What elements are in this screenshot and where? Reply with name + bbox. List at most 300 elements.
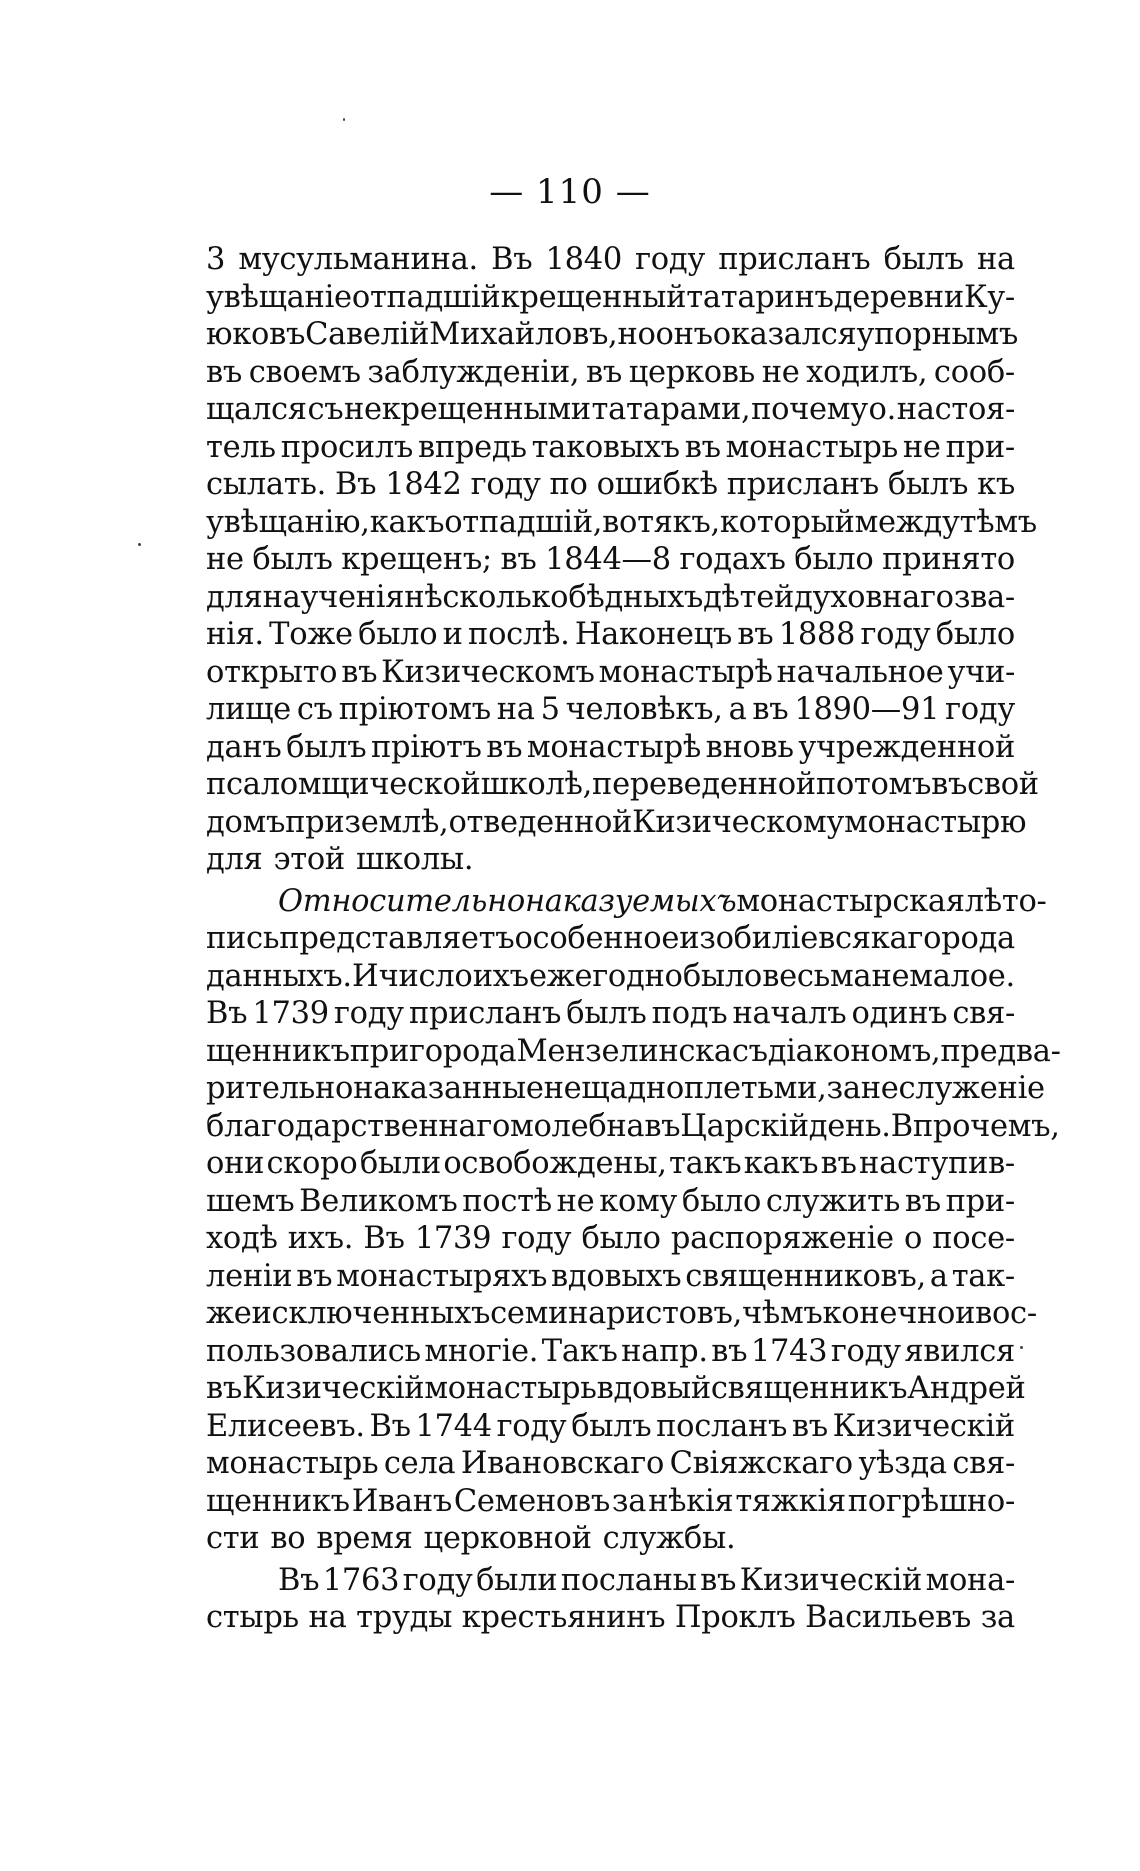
word: Проклъ (674, 1600, 796, 1635)
word: было (681, 1183, 762, 1219)
word: вотякъ, (602, 504, 720, 540)
word: открыто (206, 654, 338, 690)
word: Савелій (305, 317, 430, 352)
word: въ (820, 1146, 857, 1181)
word: некрещенными (344, 392, 591, 427)
word: наказуемыхъ (524, 883, 737, 919)
word: въ (206, 354, 242, 390)
word: ходилъ, (806, 354, 928, 390)
word: за (980, 1600, 1015, 1635)
word: Кизическій (739, 1562, 923, 1598)
word: благодарственнаго (206, 1108, 511, 1144)
word: въ (700, 1562, 737, 1598)
word: татаринъ (686, 279, 834, 315)
text-line (206, 316, 1018, 354)
word: зва- (953, 579, 1015, 615)
word: так- (951, 1258, 1015, 1294)
text-line (206, 1070, 1045, 1108)
word: впредь (417, 429, 527, 465)
word: Иванъ (351, 1483, 452, 1519)
text-line (206, 241, 1015, 279)
word: Въ (278, 1562, 320, 1598)
word: стырь (206, 1600, 299, 1635)
word: году (333, 996, 404, 1031)
word: діакономъ, (767, 1033, 941, 1069)
text-line (206, 654, 1015, 692)
word: данныхъ. (206, 958, 352, 994)
word: потомъ (815, 767, 932, 802)
word: по (549, 467, 588, 502)
word: Наконецъ (574, 617, 733, 652)
word: присланъ (718, 242, 871, 277)
word: Михайловъ, (429, 317, 618, 352)
word: мусульманина. (238, 242, 478, 277)
word: въ (644, 1108, 681, 1144)
word: они (206, 1146, 265, 1181)
word: съ (731, 1033, 768, 1069)
word: былъ (566, 996, 647, 1031)
text-line (206, 279, 1015, 317)
word: на (308, 1600, 347, 1635)
word: но (617, 317, 656, 352)
word: 3 (206, 242, 226, 277)
word: плетьми, (683, 1071, 827, 1106)
word: псаломщической (206, 767, 481, 802)
word: Въ (206, 996, 248, 1031)
word: при- (945, 1183, 1015, 1219)
word: въ (711, 1333, 748, 1369)
word: посе- (932, 1221, 1015, 1256)
word: 1744 (415, 1408, 492, 1444)
word: леніи (206, 1258, 293, 1294)
word: о. (868, 392, 897, 427)
word: шемъ (206, 1183, 295, 1219)
word: монастырѣ (526, 729, 701, 765)
word: сооб- (933, 354, 1015, 390)
word: въ (737, 617, 774, 652)
word: рода (941, 921, 1015, 956)
page-number: — 110 — (489, 172, 651, 212)
word: было (935, 617, 1015, 652)
word: не (556, 1183, 595, 1219)
word: сылать. (206, 467, 326, 502)
text-line (206, 804, 1027, 842)
word: погрѣшно- (847, 1483, 1015, 1519)
word: монастырѣ (598, 654, 773, 690)
text-line (206, 766, 1039, 804)
word: всякаго (818, 921, 942, 956)
word: нѣкія (648, 1483, 734, 1519)
word: а (728, 692, 747, 727)
text-line (206, 1033, 1061, 1071)
word: были (476, 1562, 558, 1598)
text-line (206, 1408, 1015, 1446)
word: и (442, 617, 463, 652)
word: такъ (669, 1146, 742, 1181)
word: Ивановскаго (460, 1446, 665, 1481)
word: тѣмъ (959, 504, 1037, 540)
word: служить (765, 1183, 901, 1219)
word: человѣкъ, (565, 692, 723, 727)
word: году (501, 1221, 572, 1256)
word: въ (684, 429, 721, 465)
word: увѣщаніе (206, 279, 352, 315)
word: Кизическомъ (381, 654, 595, 690)
word: былъ (571, 1408, 652, 1444)
word: году (830, 1333, 901, 1369)
text-line (206, 920, 1015, 958)
word: Ку- (963, 279, 1015, 315)
word: увѣщанію, (206, 504, 370, 540)
word: наученія (262, 579, 405, 615)
word: И (352, 958, 379, 994)
word: пригорода (349, 1033, 517, 1069)
word: монастыряхъ (336, 1258, 548, 1294)
word: 1888 (778, 617, 856, 652)
word: своемъ (248, 354, 361, 390)
word: предва- (940, 1033, 1061, 1069)
word: священниковъ, (685, 1258, 926, 1294)
word: почему (751, 392, 868, 427)
word: въ (206, 1371, 242, 1406)
word: послѣ. (468, 617, 570, 652)
text-line (206, 958, 1015, 996)
word: скоро (266, 1146, 358, 1181)
scan-speck (343, 118, 345, 121)
word: году (945, 692, 1015, 727)
word: посланъ (656, 1408, 788, 1444)
text-line (206, 1220, 1015, 1258)
word: посланы (560, 1562, 697, 1598)
word: наступив- (859, 1146, 1015, 1181)
word: какъ (369, 504, 445, 540)
word: былъ (883, 242, 964, 277)
word: конечно (822, 1296, 956, 1331)
word: сти (206, 1521, 260, 1556)
word: вос- (975, 1296, 1037, 1331)
word: Кизическій (241, 1371, 425, 1406)
word: принято (882, 542, 1015, 577)
word: крещенный (500, 279, 687, 315)
word: же (206, 1296, 252, 1331)
word: ихъ. (287, 1221, 354, 1256)
word: Елисеевъ. (206, 1408, 365, 1444)
word: монастырь (424, 1371, 597, 1406)
text-line (206, 1295, 1037, 1333)
word: отведенной (448, 804, 633, 840)
word: щался (206, 392, 307, 427)
word: присланъ (408, 996, 562, 1031)
word: пріютъ (371, 729, 482, 765)
word: монастырю (844, 804, 1027, 840)
word: Семеновъ (453, 1483, 610, 1519)
word: ихъ (472, 958, 529, 994)
word: службы. (602, 1521, 736, 1556)
word: и (955, 1296, 976, 1331)
word: лѣто- (964, 883, 1047, 919)
word: пользовались (206, 1333, 421, 1369)
word: на (496, 692, 535, 727)
word: Такъ (541, 1333, 618, 1369)
word: Царскій (680, 1108, 809, 1144)
word: былъ (887, 467, 969, 502)
word: крещенъ; (341, 542, 492, 577)
word: въ (791, 1408, 828, 1444)
word: дѣтей (703, 579, 795, 615)
word: щенникъ (206, 1033, 350, 1069)
text-line (206, 466, 1015, 504)
text-line (206, 883, 1047, 921)
text-line (206, 729, 1015, 767)
word: неслуженіе (860, 1071, 1045, 1106)
word: монастырская (736, 883, 965, 919)
word: Андрей (907, 1371, 1026, 1406)
word: 1844—8 (545, 542, 671, 577)
word: этой (273, 842, 345, 877)
word: Впрочемъ, (890, 1108, 1060, 1144)
word: при- (945, 429, 1015, 465)
word: нѣсколько (404, 579, 569, 615)
word: годахъ (679, 542, 786, 577)
text-line (206, 841, 1015, 879)
word: о (904, 1221, 923, 1256)
word: при (285, 804, 345, 840)
word: 1739 (414, 1221, 492, 1256)
word: для (206, 579, 263, 615)
word: между (854, 504, 960, 540)
text-line (206, 1445, 1015, 1483)
text-line (206, 1599, 1015, 1637)
word: году (496, 1408, 567, 1444)
text-line (206, 429, 1015, 467)
text-line (206, 691, 1015, 729)
word: татарами, (591, 392, 751, 427)
scan-speck (1020, 1346, 1023, 1349)
word: во (270, 1521, 306, 1556)
word: вдовый (596, 1371, 711, 1406)
word: монастырь (725, 429, 898, 465)
word: не (206, 542, 244, 577)
word: постѣ (462, 1183, 552, 1219)
text-line (206, 995, 1015, 1033)
word: были (359, 1146, 441, 1181)
word: 1763 (322, 1562, 400, 1598)
word: юковъ (206, 317, 306, 352)
word: въ (586, 354, 622, 390)
word: свя- (952, 996, 1015, 1031)
word: нещадно (543, 1071, 684, 1106)
word: Васильевъ (805, 1600, 972, 1635)
word: домъ (206, 804, 286, 840)
word: немалое. (871, 958, 1015, 994)
word: было (581, 1221, 661, 1256)
word: изобиліе (679, 921, 819, 956)
word: школѣ, (480, 767, 593, 802)
word: данъ (206, 729, 282, 765)
word: въ (752, 692, 789, 727)
word: лище (206, 692, 291, 727)
word: началъ (732, 996, 847, 1031)
word: къ (977, 467, 1015, 502)
word: пись (206, 921, 280, 956)
word: Кизическому (632, 804, 845, 840)
word: упорнымъ (856, 317, 1018, 352)
word: распоряженіе (670, 1221, 894, 1256)
text-line (206, 1483, 1015, 1521)
word: пріютомъ (338, 692, 491, 727)
body-text (206, 241, 1061, 1637)
word: онъ (655, 317, 713, 352)
word: села (383, 1446, 456, 1481)
word: Великомъ (299, 1183, 458, 1219)
word: Въ (491, 242, 533, 277)
word: семинаристовъ, (490, 1296, 743, 1331)
word: явился (904, 1333, 1015, 1369)
word: напр. (621, 1333, 708, 1369)
word: многіе. (424, 1333, 539, 1369)
word: учрежденной (798, 729, 1015, 765)
word: съ (296, 692, 333, 727)
word: рительно (206, 1071, 354, 1106)
text-line (206, 1562, 1015, 1600)
word: за (611, 1483, 647, 1519)
word: ежегодно (528, 958, 683, 994)
word: нія. (206, 617, 264, 652)
word: 1739 (252, 996, 329, 1031)
word: тель (206, 429, 276, 465)
word: въ (931, 767, 968, 802)
word: представляетъ (279, 921, 515, 956)
word: Кизическій (832, 1408, 1015, 1444)
word: году (635, 242, 705, 277)
word: крестьянинъ (461, 1600, 666, 1635)
text-line (206, 1145, 1015, 1183)
word: 1842 (385, 467, 462, 502)
word: Въ (363, 1221, 405, 1256)
word: труды (356, 1600, 453, 1635)
word: съ (307, 392, 344, 427)
word: бѣдныхъ (568, 579, 703, 615)
word: въ (486, 729, 523, 765)
word: вдовыхъ (551, 1258, 682, 1294)
word: для (206, 842, 263, 877)
text-line (206, 354, 1015, 392)
word: 1743 (750, 1333, 828, 1369)
word: какъ (743, 1146, 819, 1181)
word: тяжкія (735, 1483, 846, 1519)
text-line (206, 1333, 1015, 1371)
word: въ (341, 654, 378, 690)
word: Мензелинска (516, 1033, 732, 1069)
word: было (358, 617, 438, 652)
text-line (206, 1183, 1015, 1221)
word: на (976, 242, 1015, 277)
word: чѣмъ (742, 1296, 823, 1331)
word: заблужденіи, (367, 354, 580, 390)
word: освобождены, (443, 1146, 667, 1181)
word: церковь (628, 354, 755, 390)
word: было (682, 958, 762, 994)
word: году (402, 1562, 473, 1598)
word: землѣ, (344, 804, 449, 840)
text-line (206, 616, 1015, 654)
word: 5 (540, 692, 560, 727)
word: особенное (514, 921, 680, 956)
word: 1890—91 (794, 692, 940, 727)
scan-speck (138, 543, 141, 546)
word: просилъ (280, 429, 413, 465)
word: былъ (286, 729, 367, 765)
word: исключенныхъ (251, 1296, 491, 1331)
word: Въ (369, 1408, 411, 1444)
word: духовнаго (794, 579, 954, 615)
word: свя- (952, 1446, 1015, 1481)
word: священникъ (710, 1371, 908, 1406)
word: молебна (510, 1108, 645, 1144)
word: вновь (705, 729, 794, 765)
text-line (206, 391, 1015, 429)
word: въ (500, 542, 537, 577)
word: который (719, 504, 855, 540)
text-line (206, 504, 1037, 542)
word: время (316, 1521, 413, 1556)
text-line (206, 1258, 1015, 1296)
word: былъ (252, 542, 333, 577)
word: отпадшій, (444, 504, 603, 540)
word: весьма (762, 958, 872, 994)
word: не (761, 354, 800, 390)
word: церковной (423, 1521, 592, 1556)
word: было (794, 542, 874, 577)
word: свой (967, 767, 1039, 802)
word: Относительно (278, 883, 525, 919)
text-line (206, 541, 1015, 579)
word: не (902, 429, 941, 465)
word: деревни (833, 279, 964, 315)
text-line (206, 1108, 1060, 1146)
word: за (826, 1071, 861, 1106)
word: ошибкѣ (596, 467, 718, 502)
text-line (206, 1370, 1026, 1408)
word: начальное (776, 654, 944, 690)
word: одинъ (851, 996, 948, 1031)
word: 1840 (545, 242, 622, 277)
word: Тоже (269, 617, 353, 652)
word: году (860, 617, 931, 652)
word: ходѣ (206, 1221, 278, 1256)
word: Въ (335, 467, 377, 502)
word: учи- (947, 654, 1015, 690)
word: день. (808, 1108, 891, 1144)
word: уѣзда (858, 1446, 947, 1481)
word: въ (296, 1258, 333, 1294)
word: году (470, 467, 541, 502)
word: мона- (925, 1562, 1015, 1598)
word: монастырь (206, 1446, 379, 1481)
word: настоя- (896, 392, 1015, 427)
word: щенникъ (206, 1483, 350, 1519)
word: присланъ (726, 467, 879, 502)
word: въ (904, 1183, 941, 1219)
word: число (378, 958, 473, 994)
text-line (206, 579, 1015, 617)
word: наказанные (353, 1071, 544, 1106)
word: подъ (651, 996, 728, 1031)
word: отпадшій (351, 279, 501, 315)
word: кому (599, 1183, 678, 1219)
word: оказался (712, 317, 857, 352)
word: а (929, 1258, 948, 1294)
